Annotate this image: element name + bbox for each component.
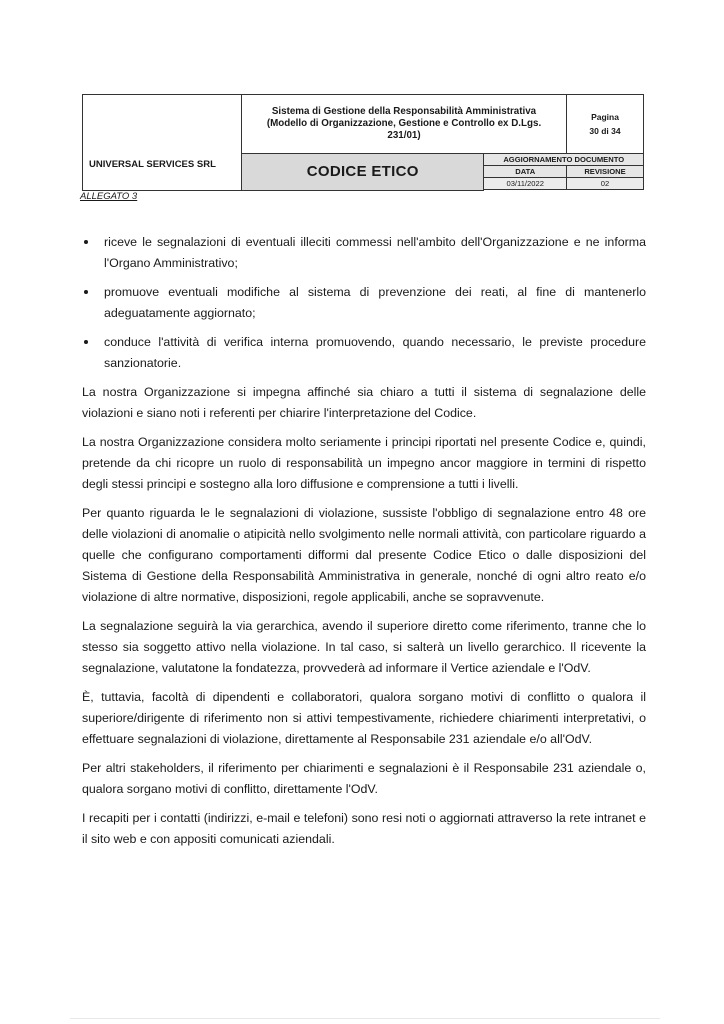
company-name: UNIVERSAL SERVICES SRL bbox=[89, 158, 216, 170]
page-bottom-edge bbox=[70, 1018, 660, 1019]
date-label: DATA bbox=[484, 166, 567, 178]
update-label: AGGIORNAMENTO DOCUMENTO bbox=[484, 154, 644, 166]
system-title-line-3: 231/01) bbox=[387, 130, 421, 141]
paragraph: Per altri stakeholders, il riferimento per chiarimenti e segnalazioni è il Responsabile 231 aziendale o, qualora sorgano motivi di conflitto, direttamente l'OdV. bbox=[82, 761, 646, 796]
system-title-line-1: Sistema di Gestione della Responsabilità Amministrativa bbox=[271, 106, 537, 117]
system-title bbox=[242, 95, 567, 154]
list-item: riceve le segnalazioni di eventuali illeciti commessi nell'ambito dell'Organizzazione e ne informa l'Organo Amministrativo; bbox=[82, 232, 646, 274]
page-label: Pagina bbox=[591, 112, 619, 122]
paragraph: Per quanto riguarda le le segnalazioni di violazione, sussiste l'obbligo di segnalazione entro 48 ore delle violazioni di anomalie o atipicità nello svolgimento nelle normali attività, con particolare riguardo a quelle che configurano comportamenti difformi dal presente Codice Etico o dalle disposizioni del Sistema di Gestione della Responsabilità Amministrativa in generale, nonché di ogni altro reato e/o violazione di altre normative, disposizioni, regole applicabili, anche se sopravvenute. bbox=[82, 506, 646, 604]
paragraph: È, tuttavia, facoltà di dipendenti e collaboratori, qualora sorgano motivi di conflitto o qualora il superiore/dirigente di riferimento non si attivi tempestivamente, richiedere chiarimenti interpretativi, o effettuare segnalazioni di violazione, direttamente al Responsabile 231 aziendale e/o all'OdV. bbox=[82, 690, 646, 746]
date-value: 03/11/2022 bbox=[484, 178, 567, 190]
paragraph: La nostra Organizzazione considera molto seriamente i principi riportati nel presente Codice e, quindi, pretende da chi ricopre un ruolo di responsabilità un impegno ancor maggiore in termini di rispetto degli stessi principi e sostegno alla loro diffusione e comprensione a tutti i livelli. bbox=[82, 435, 646, 491]
paragraph: La segnalazione seguirà la via gerarchica, avendo il superiore diretto come riferimento, tranne che lo stesso sia soggetto attivo nella violazione. In tal caso, si salterà un livello gerarchico. Il ricevente la segnalazione, valutatone la fondatezza, provvederà ad informare il Vertice aziendale e l'OdV. bbox=[82, 619, 646, 675]
system-title-line-2: (Modello di Organizzazione, Gestione e Controllo ex D.Lgs. bbox=[266, 118, 542, 129]
revision-value: 02 bbox=[567, 178, 644, 190]
document-header-table bbox=[82, 94, 644, 191]
page-value: 30 di 34 bbox=[589, 126, 621, 136]
bullet-list bbox=[82, 232, 646, 374]
list-item: conduce l'attività di verifica interna promuovendo, quando necessario, le previste procedure sanzionatorie. bbox=[82, 332, 646, 374]
attachment-label: ALLEGATO 3 bbox=[80, 191, 138, 202]
revision-label: REVISIONE bbox=[567, 166, 644, 178]
list-item: promuove eventuali modifiche al sistema di prevenzione dei reati, al fine di mantenerlo adeguatamente aggiornato; bbox=[82, 282, 646, 324]
document-title: CODICE ETICO bbox=[306, 163, 419, 181]
paragraph: I recapiti per i contatti (indirizzi, e-mail e telefoni) sono resi noti o aggiornati attraverso la rete intranet e il sito web e con appositi comunicati aziendali. bbox=[82, 811, 646, 846]
page-number-cell bbox=[567, 95, 644, 154]
document-title-cell bbox=[242, 154, 484, 191]
paragraph: La nostra Organizzazione si impegna affinché sia chiaro a tutti il sistema di segnalazione delle violazioni e siano noti i referenti per chiarire l'interpretazione del Codice. bbox=[82, 385, 646, 420]
company-cell bbox=[83, 95, 242, 191]
document-body bbox=[82, 232, 646, 858]
